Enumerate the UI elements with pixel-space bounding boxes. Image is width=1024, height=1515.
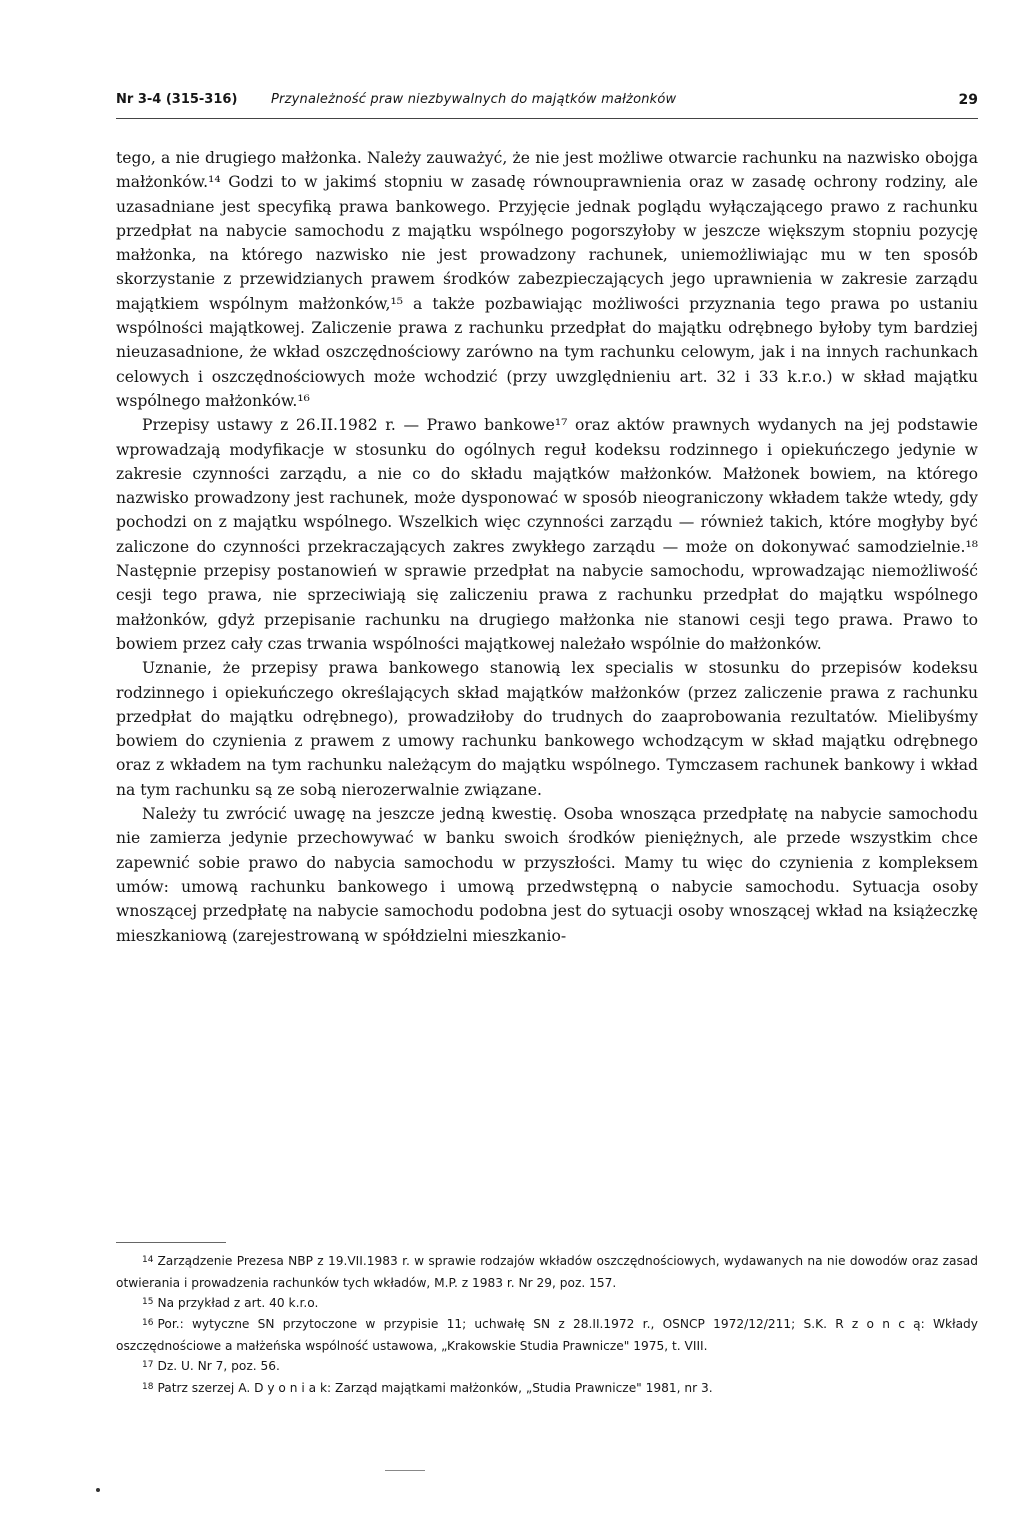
footnote-text: Zarządzenie Prezesa NBP z 19.VII.1983 r. w sprawie rodzajów wkładów oszczędnościowych, wydawanych na nie dowodów oraz zasad otwierania i prowadzenia rachunków tych wkładów, M.P. z 1983 r. Nr 29, poz. 157.	[116, 1254, 978, 1290]
footnote-number: 18	[142, 1381, 154, 1392]
footnote	[116, 1357, 978, 1379]
footnote-number: 17	[142, 1359, 154, 1370]
header-rule	[116, 118, 978, 119]
footnote-text: Na przykład z art. 40 k.r.o.	[157, 1295, 319, 1310]
footnote-rule	[116, 1242, 226, 1243]
scan-mark	[385, 1470, 425, 1471]
article-body	[116, 146, 978, 948]
footnote	[116, 1315, 978, 1357]
paragraph: tego, a nie drugiego małżonka. Należy zauważyć, że nie jest możliwe otwarcie rachunku na nazwisko obojga małżonków.¹⁴ Godzi to w jakimś stopniu w zasadę równouprawnienia oraz w zasadę ochrony rodziny, ale uzasadniane jest specyfiką prawa bankowego. Przyjęcie jednak poglądu wyłączającego prawo z rachunku przedpłat na nabycie samochodu z majątku wspólnego pogorszyłoby w jeszcze większym stopniu pozycję małżonka, na którego nazwisko nie jest prowadzony rachunek, uniemożliwiając mu w ten sposób skorzystanie z przewidzianych prawem środków zabezpieczających jego uprawnienia w zakresie zarządu majątkiem wspólnym małżonków,¹⁵ a także pozbawiając możliwości przyznania tego prawa po ustaniu wspólności majątkowej. Zaliczenie prawa z rachunku przedpłat do majątku odrębnego byłoby tym bardziej nieuzasadnione, że wkład oszczędnościowy zarówno na tym rachunku celowym, jak i na innych rachunkach celowych i oszczędnościowych może wchodzić (przy uwzględnieniu art. 32 i 33 k.r.o.) w skład majątku wspólnego małżonków.¹⁶	[116, 149, 978, 410]
running-header	[116, 92, 978, 114]
footnote-number: 15	[142, 1296, 154, 1307]
footnote	[116, 1252, 978, 1294]
footnote	[116, 1379, 978, 1401]
page-number: 29	[958, 92, 978, 108]
footnote-number: 14	[142, 1255, 154, 1265]
paragraph: Uznanie, że przepisy prawa bankowego stanowią lex specialis w stosunku do przepisów kodeksu rodzinnego i opiekuńczego określających skład majątków małżonków (przez zaliczenie prawa z rachunku przedpłat do majątku odrębnego), prowadziłoby do trudnych do zaaprobowania rezultatów. Mielibyśmy bowiem do czynienia z prawem z umowy rachunku bankowego wchodzącym w skład majątku odrębnego oraz z wkładem na tym rachunku należącym do majątku wspólnego. Tymczasem rachunek bankowy i wkład na tym rachunku są ze sobą nierozerwalnie związane.	[116, 659, 978, 799]
paragraph: Przepisy ustawy z 26.II.1982 r. — Prawo bankowe¹⁷ oraz aktów prawnych wydanych na jej podstawie wprowadzają modyfikacje w stosunku do ogólnych reguł kodeksu rodzinnego i opiekuńczego jedynie w zakresie czynności zarządu, a nie co do składu majątków małżonków. Małżonek bowiem, na którego nazwisko prowadzony jest rachunek, może dysponować w sposób nieograniczony wkładem także wtedy, gdy pochodzi on z majątku wspólnego. Wszelkich więc czynności zarządu — również takich, które mogłyby być zaliczone do czynności przekraczających zakres zwykłego zarządu — może on dokonywać samodzielnie.¹⁸ Następnie przepisy postanowień w sprawie przedpłat na nabycie samochodu, wprowadzając niemożliwość cesji tego prawa, nie sprzeciwiają się zaliczeniu prawa z rachunku przedpłat do majątku wspólnego małżonków, gdyż przepisanie rachunku na drugiego małżonka nie stanowi cesji tego prawa. Prawo to bowiem przez cały czas trwania wspólności majątkowej należało wspólnie do małżonków.	[116, 416, 978, 653]
footnote-text: Patrz szerzej A. D y o n i a k: Zarząd majątkami małżonków, „Studia Prawnicze" 1981, nr 3.	[157, 1380, 713, 1395]
footnote-text: Por.: wytyczne SN przytoczone w przypisie 11; uchwałę SN z 28.II.1972 r., OSNCP 1972/12/211; S.K. R z o n c ą: Wkłady oszczędnościowe a małżeńska wspólność ustawowa, „Krakowskie Studia Prawnicze" 1975, t. VIII.	[116, 1317, 978, 1354]
paragraph: Należy tu zwrócić uwagę na jeszcze jedną kwestię. Osoba wnosząca przedpłatę na nabycie samochodu nie zamierza jedynie przechowywać w banku swoich środków pieniężnych, ale przede wszystkim chce zapewnić sobie prawo do nabycia samochodu w przyszłości. Mamy tu więc do czynienia z kompleksem umów: umową rachunku bankowego i umową przedwstępną o nabycie samochodu. Sytuacja osoby wnoszącej przedpłatę na nabycie samochodu podobna jest do sytuacji osoby wnoszącej wkład na książeczkę mieszkaniową (zarejestrowaną w spółdzielni mieszkanio-	[116, 805, 978, 945]
footnotes	[116, 1252, 978, 1401]
footnote	[116, 1294, 978, 1316]
running-title: Przynależność praw niezbywalnych do majątków małżonków	[271, 92, 677, 107]
issue-number: Nr 3-4 (315-316)	[116, 92, 238, 107]
scan-dot	[96, 1488, 100, 1492]
footnote-text: Dz. U. Nr 7, poz. 56.	[157, 1358, 280, 1373]
footnote-number: 16	[142, 1318, 154, 1329]
